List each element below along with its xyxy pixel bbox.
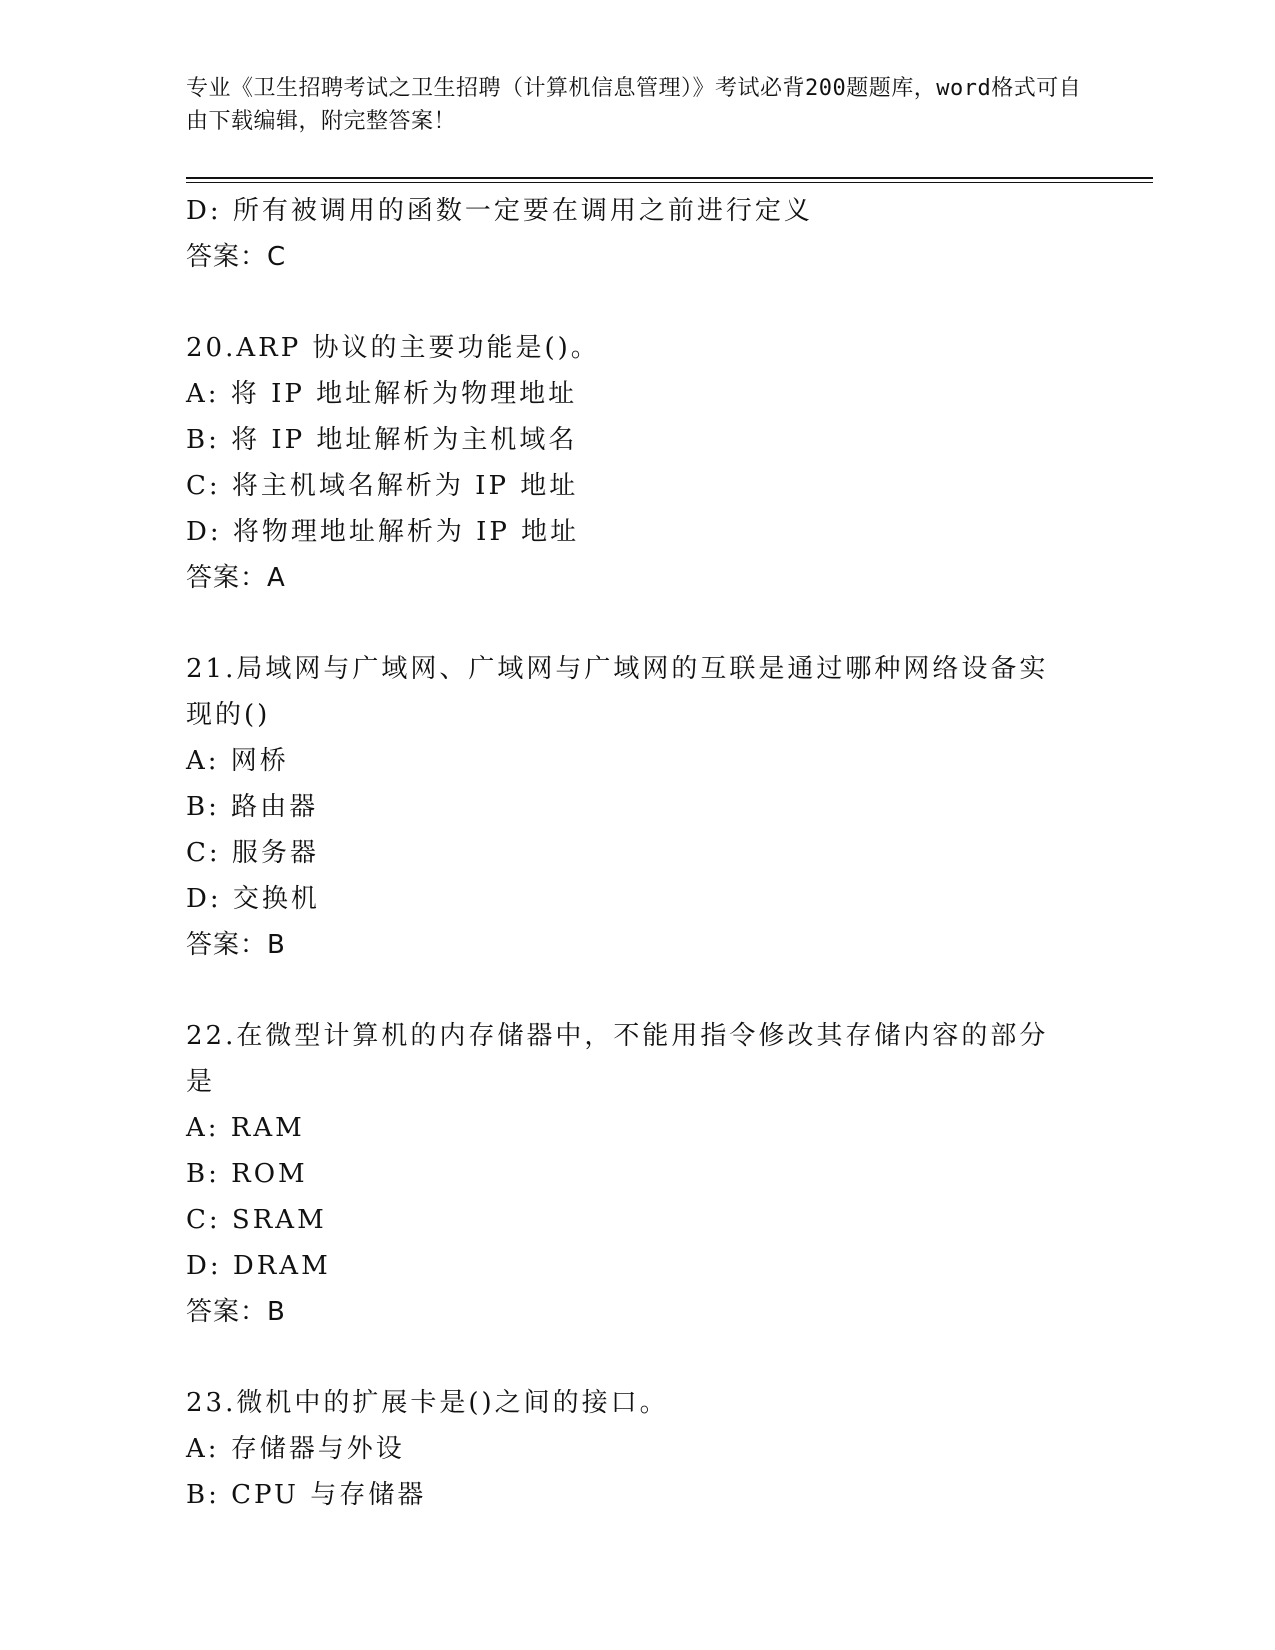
question-21 bbox=[186, 646, 1086, 968]
question-stem: 20.ARP 协议的主要功能是()。 bbox=[186, 333, 600, 363]
answer-line: 答案：B bbox=[186, 1297, 286, 1327]
question-stem: 23.微机中的扩展卡是()之间的接口。 bbox=[186, 1388, 669, 1418]
question-list bbox=[186, 188, 1086, 1518]
option-d: D: 交换机 bbox=[186, 884, 320, 914]
option-a: A: RAM bbox=[186, 1113, 305, 1143]
question-stem: 21.局域网与广域网、广域网与广域网的互联是通过哪种网络设备实现的() bbox=[186, 654, 1049, 730]
option-c: C: 将主机域名解析为 IP 地址 bbox=[186, 471, 579, 501]
option-d: D: 所有被调用的函数一定要在调用之前进行定义 bbox=[186, 196, 813, 226]
answer-line: 答案：A bbox=[186, 563, 286, 593]
option-b: B: 将 IP 地址解析为主机域名 bbox=[186, 425, 578, 455]
answer-line: 答案：C bbox=[186, 242, 287, 272]
answer-line: 答案：B bbox=[186, 930, 286, 960]
question-20 bbox=[186, 325, 1086, 601]
question-stem: 22.在微型计算机的内存储器中，不能用指令修改其存储内容的部分是 bbox=[186, 1021, 1049, 1097]
header-divider-thick bbox=[186, 177, 1153, 179]
header-divider-thin bbox=[186, 182, 1153, 183]
option-c: C: SRAM bbox=[186, 1205, 327, 1235]
question-22 bbox=[186, 1013, 1086, 1335]
option-d: D: DRAM bbox=[186, 1251, 331, 1281]
option-b: B: ROM bbox=[186, 1159, 308, 1189]
option-a: A: 存储器与外设 bbox=[186, 1434, 405, 1464]
option-b: B: 路由器 bbox=[186, 792, 319, 822]
option-a: A: 网桥 bbox=[186, 746, 289, 776]
option-a: A: 将 IP 地址解析为物理地址 bbox=[186, 379, 578, 409]
option-c: C: 服务器 bbox=[186, 838, 319, 868]
question-23 bbox=[186, 1380, 1086, 1518]
option-b: B: CPU 与存储器 bbox=[186, 1480, 427, 1510]
document-header: 专业《卫生招聘考试之卫生招聘（计算机信息管理）》考试必背200题题库，word格式可自由下载编辑，附完整答案！ bbox=[186, 76, 1082, 134]
option-d: D: 将物理地址解析为 IP 地址 bbox=[186, 517, 580, 547]
